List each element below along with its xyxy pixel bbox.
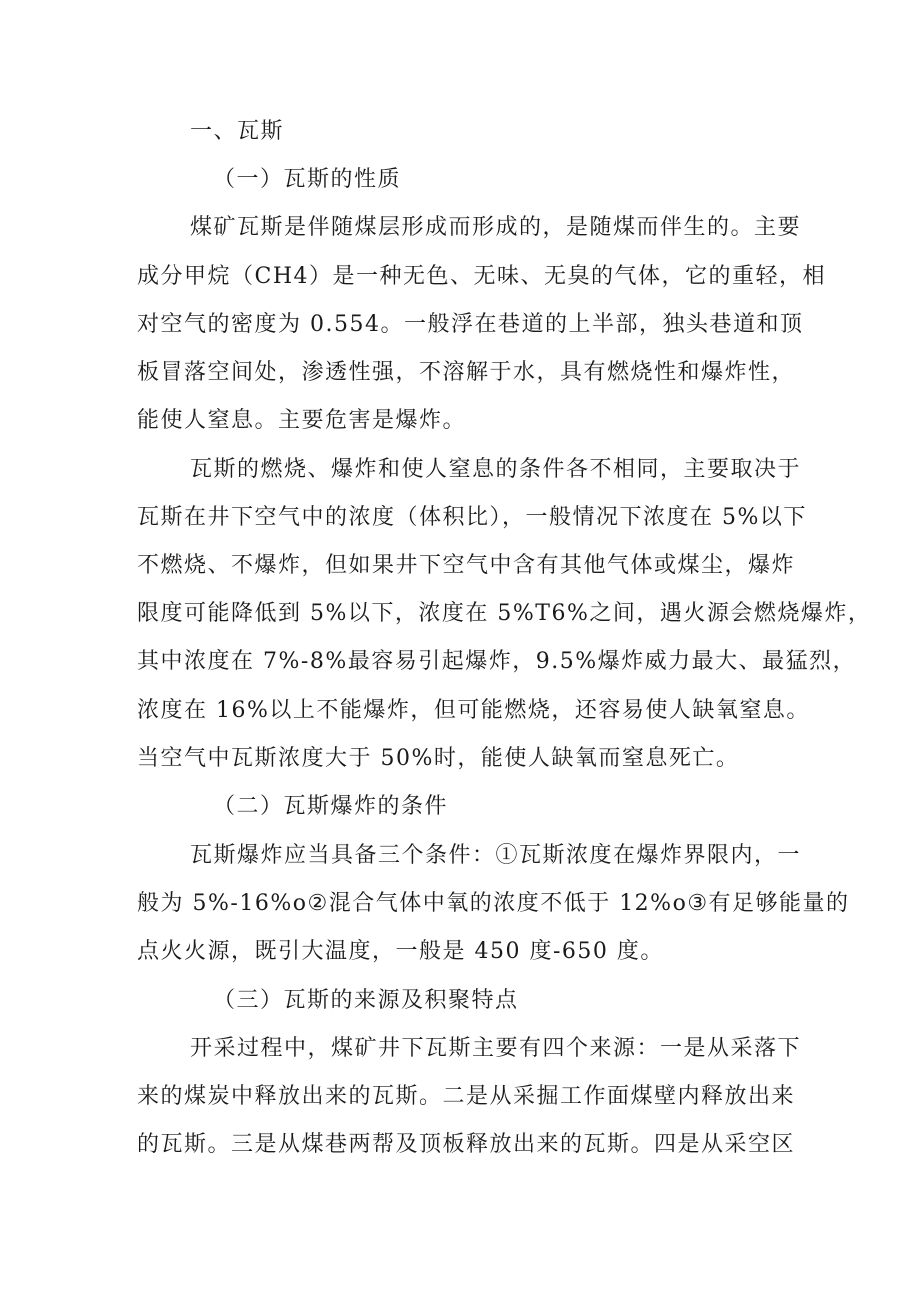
paragraph-line: 当空气中瓦斯浓度大于 50%时，能使人缺氧而窒息死亡。 <box>137 746 740 771</box>
section-title-sources: （三）瓦斯的来源及积聚特点 <box>213 988 519 1013</box>
paragraph-line: 点火火源，既引大温度，一般是 450 度-650 度。 <box>137 939 664 964</box>
paragraph-line: 限度可能降低到 5%以下，浓度在 5%T6%之间，遇火源会燃烧爆炸， <box>137 601 872 626</box>
heading-gas: 一、瓦斯 <box>190 119 285 144</box>
paragraph-line: 其中浓度在 7%-8%最容易引起爆炸，9.5%爆炸威力最大、最猛烈， <box>137 649 857 674</box>
paragraph-line: 煤矿瓦斯是伴随煤层形成而形成的，是随煤而伴生的。主要 <box>190 215 802 240</box>
paragraph-line: 瓦斯爆炸应当具备三个条件：①瓦斯浓度在爆炸界限内，一 <box>190 843 802 868</box>
paragraph-line: 来的煤炭中释放出来的瓦斯。二是从采掘工作面煤壁内释放出来 <box>137 1084 796 1109</box>
section-title-explosion-conditions: （二）瓦斯爆炸的条件 <box>213 794 449 819</box>
paragraph-line: 的瓦斯。三是从煤巷两帮及顶板释放出来的瓦斯。四是从采空区 <box>137 1132 796 1157</box>
paragraph-line: 对空气的密度为 0.554。一般浮在巷道的上半部，独头巷道和顶 <box>137 312 804 337</box>
section-title-properties: （一）瓦斯的性质 <box>213 167 402 192</box>
paragraph-line: 瓦斯的燃烧、爆炸和使人窒息的条件各不相同，主要取决于 <box>190 457 802 482</box>
paragraph-line: 板冒落空间处，渗透性强，不溶解于水，具有燃烧性和爆炸性， <box>137 360 796 385</box>
paragraph-line: 能使人窒息。主要危害是爆炸。 <box>137 408 467 433</box>
paragraph-line: 般为 5%-16%o②混合气体中氧的浓度不低于 12%o③有足够能量的 <box>137 891 850 916</box>
paragraph-line: 瓦斯在井下空气中的浓度（体积比），一般情况下浓度在 5%以下 <box>137 505 807 530</box>
paragraph-line: 成分甲烷（CH4）是一种无色、无味、无臭的气体，它的重轻，相 <box>137 264 827 289</box>
paragraph-line: 浓度在 16%以上不能爆炸，但可能燃烧，还容易使人缺氧窒息。 <box>137 698 810 723</box>
paragraph-line: 开采过程中，煤矿井下瓦斯主要有四个来源：一是从采落下 <box>190 1036 802 1061</box>
paragraph-line: 不燃烧、不爆炸，但如果井下空气中含有其他气体或煤尘，爆炸 <box>137 553 796 578</box>
